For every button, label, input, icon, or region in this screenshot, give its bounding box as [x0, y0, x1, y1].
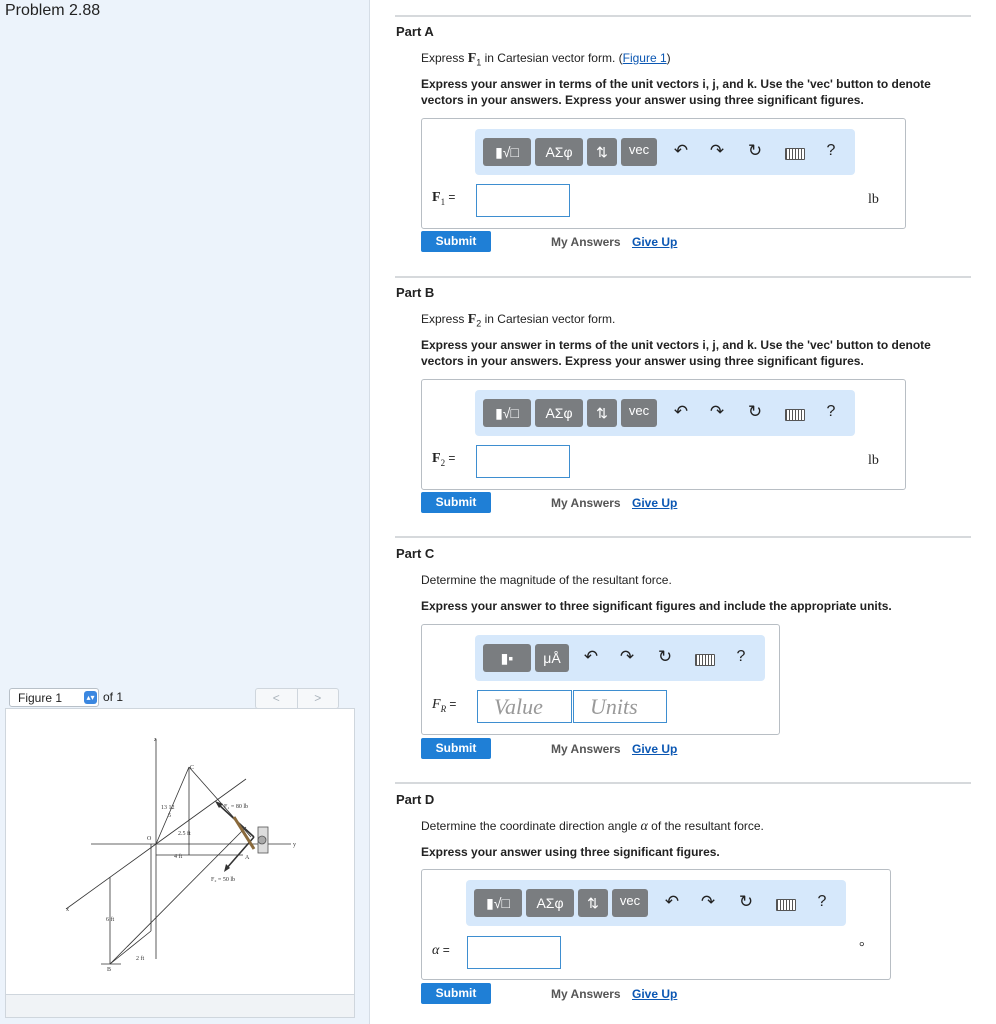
units-toolbar — [475, 635, 765, 681]
part-d-submit-button[interactable]: Submit — [421, 983, 491, 1004]
part-c-instructions: Express your answer to three significant figures and include the appropriate units. — [421, 599, 892, 613]
subscript-button[interactable]: ⇅ — [587, 138, 617, 166]
var: α — [432, 943, 440, 958]
problem-panel — [0, 0, 370, 1024]
subscript-button[interactable]: ⇅ — [578, 889, 608, 917]
problem-title: Problem 2.88 — [5, 2, 101, 19]
part-a-instructions: Express your answer in terms of the unit vectors i, j, and k. Use the 'vec' button to denote vectors in your answers. Express your answer using three significant figures. — [421, 77, 931, 107]
part-c-title: Part C — [396, 546, 435, 561]
equals: = — [445, 451, 456, 465]
undo-icon[interactable]: ↶ — [664, 892, 680, 911]
var: F — [432, 697, 441, 712]
reset-icon[interactable]: ↻ — [657, 647, 673, 666]
label-f2: F₂ = 50 lb — [211, 877, 235, 883]
part-c-submit-button[interactable]: Submit — [421, 738, 491, 759]
q-text: Express — [421, 51, 468, 65]
figure-select[interactable] — [9, 688, 99, 707]
help-icon[interactable]: ? — [826, 403, 836, 420]
figure-nav — [255, 688, 339, 709]
answer-label — [432, 697, 456, 714]
part-b-my-answers-link[interactable]: My Answers — [551, 496, 621, 510]
label-z: z — [154, 737, 157, 743]
q-var: F — [467, 312, 477, 327]
vec-button[interactable]: vec — [621, 399, 657, 427]
undo-icon[interactable]: ↶ — [583, 647, 599, 666]
redo-icon[interactable]: ↷ — [619, 647, 635, 666]
f2-answer-input[interactable] — [476, 445, 570, 478]
keyboard-icon[interactable] — [785, 409, 805, 421]
label-f1: F₁ = 80 lb — [224, 804, 248, 810]
answer-label — [432, 943, 450, 959]
equals: = — [446, 697, 457, 711]
part-a-title: Part A — [396, 24, 434, 39]
q-var: F — [467, 51, 477, 66]
part-c-give-up-link[interactable]: Give Up — [632, 742, 678, 756]
part-b-instructions: Express your answer in terms of the unit vectors i, j, and k. Use the 'vec' button to denote vectors in your answers. Express your answer using three significant figures. — [421, 338, 931, 368]
f1-answer-input[interactable] — [476, 184, 570, 217]
label-ratio: 13 12 — [161, 805, 175, 811]
part-d-title: Part D — [396, 792, 435, 807]
q-text: in Cartesian vector form. — [481, 312, 616, 326]
var-sub: 1 — [440, 196, 446, 207]
select-arrows-icon: ▴▾ — [84, 691, 97, 704]
figure-panel — [5, 708, 355, 1018]
equals: = — [439, 943, 450, 957]
label-2ft: 2 ft — [136, 956, 145, 962]
var: F — [432, 190, 441, 205]
label-x: x — [66, 907, 69, 913]
reset-icon[interactable]: ↻ — [747, 402, 763, 421]
help-icon[interactable]: ? — [736, 648, 746, 665]
keyboard-icon[interactable] — [695, 654, 715, 666]
part-c-answer-box — [421, 624, 780, 735]
figure-count: of 1 — [103, 690, 124, 704]
part-b-give-up-link[interactable]: Give Up — [632, 496, 678, 510]
redo-icon[interactable]: ↷ — [709, 141, 725, 160]
units-input[interactable]: Units — [573, 690, 667, 723]
part-d-give-up-link[interactable]: Give Up — [632, 987, 678, 1001]
vec-button[interactable]: vec — [612, 889, 648, 917]
value-input[interactable]: Value — [477, 690, 572, 723]
label-2-5ft: 2.5 ft — [178, 831, 191, 837]
q-var: α — [640, 819, 648, 834]
label-b: B — [107, 967, 112, 973]
unit-label: lb — [868, 453, 879, 468]
undo-icon[interactable]: ↶ — [673, 402, 689, 421]
templates-button[interactable]: ▮√□ — [483, 399, 531, 427]
q-text: Express — [421, 312, 468, 326]
q-text: in Cartesian vector form. ( — [481, 51, 623, 65]
part-divider — [395, 536, 971, 538]
var-sub: 2 — [440, 457, 446, 468]
equals: = — [445, 190, 456, 204]
math-toolbar — [466, 880, 846, 926]
help-icon[interactable]: ? — [826, 142, 836, 159]
part-divider — [395, 782, 971, 784]
math-toolbar — [475, 390, 855, 436]
q-sub: 2 — [476, 318, 482, 329]
unit-label: lb — [868, 192, 879, 207]
label-y: y — [293, 842, 296, 848]
part-b-title: Part B — [396, 285, 435, 300]
reset-icon[interactable]: ↻ — [738, 892, 754, 911]
math-toolbar — [475, 129, 855, 175]
part-d-my-answers-link[interactable]: My Answers — [551, 987, 621, 1001]
q-text: of the resultant force. — [647, 819, 764, 833]
figure-select-label: Figure 1 — [18, 691, 63, 705]
part-d-instructions: Express your answer using three significant figures. — [421, 845, 720, 859]
part-c-question: Determine the magnitude of the resultant force. — [421, 573, 672, 587]
templates-button[interactable]: ▮√□ — [474, 889, 522, 917]
redo-icon[interactable]: ↷ — [709, 402, 725, 421]
part-c-my-answers-link[interactable]: My Answers — [551, 742, 621, 756]
label-o: O — [147, 836, 152, 842]
label-c: C — [190, 765, 195, 771]
part-a-question — [421, 51, 671, 67]
q-text: ) — [666, 51, 671, 65]
alpha-answer-input[interactable] — [467, 936, 561, 969]
templates-button[interactable]: ▮√□ — [483, 138, 531, 166]
part-b-question — [421, 312, 615, 328]
figure-toolbar — [9, 688, 355, 708]
part-divider — [395, 15, 971, 17]
label-4ft: 4 ft — [174, 854, 183, 860]
unit-label: ° — [859, 940, 865, 955]
reset-icon[interactable]: ↻ — [747, 141, 763, 160]
figure-prev-button[interactable]: < — [256, 689, 298, 708]
part-a-submit-button[interactable]: Submit — [421, 231, 491, 252]
units-button[interactable]: μÅ — [535, 644, 569, 672]
var: F — [432, 451, 441, 466]
vec-button[interactable]: vec — [621, 138, 657, 166]
label-6ft: 6 ft — [106, 917, 115, 923]
figure-diagram — [6, 709, 354, 995]
part-b-submit-button[interactable]: Submit — [421, 492, 491, 513]
label-ratio-5: 5 — [168, 813, 171, 819]
q-text: Determine the coordinate direction angle — [421, 819, 641, 833]
part-b-answer-box — [421, 379, 906, 490]
greek-button[interactable]: ΑΣφ — [535, 399, 583, 427]
undo-icon[interactable]: ↶ — [673, 141, 689, 160]
part-a-my-answers-link[interactable]: My Answers — [551, 235, 621, 249]
q-sub: 1 — [476, 57, 482, 68]
label-a: A — [245, 855, 250, 861]
keyboard-icon[interactable] — [785, 148, 805, 160]
part-divider — [395, 276, 971, 278]
answer-label — [432, 190, 455, 207]
part-d-answer-box — [421, 869, 891, 980]
greek-button[interactable]: ΑΣφ — [535, 138, 583, 166]
figure-footer — [6, 994, 354, 1017]
keyboard-icon[interactable] — [776, 899, 796, 911]
greek-button[interactable]: ΑΣφ — [526, 889, 574, 917]
part-a-give-up-link[interactable]: Give Up — [632, 235, 678, 249]
templates-button[interactable]: ▮▪ — [483, 644, 531, 672]
figure-next-button[interactable]: > — [314, 691, 322, 705]
figure-link[interactable]: Figure 1 — [622, 51, 667, 65]
help-icon[interactable]: ? — [817, 893, 827, 910]
redo-icon[interactable]: ↷ — [700, 892, 716, 911]
var-sub: R — [440, 703, 447, 714]
part-a-answer-box — [421, 118, 906, 229]
answer-label — [432, 451, 455, 468]
subscript-button[interactable]: ⇅ — [587, 399, 617, 427]
part-d-question — [421, 819, 764, 835]
